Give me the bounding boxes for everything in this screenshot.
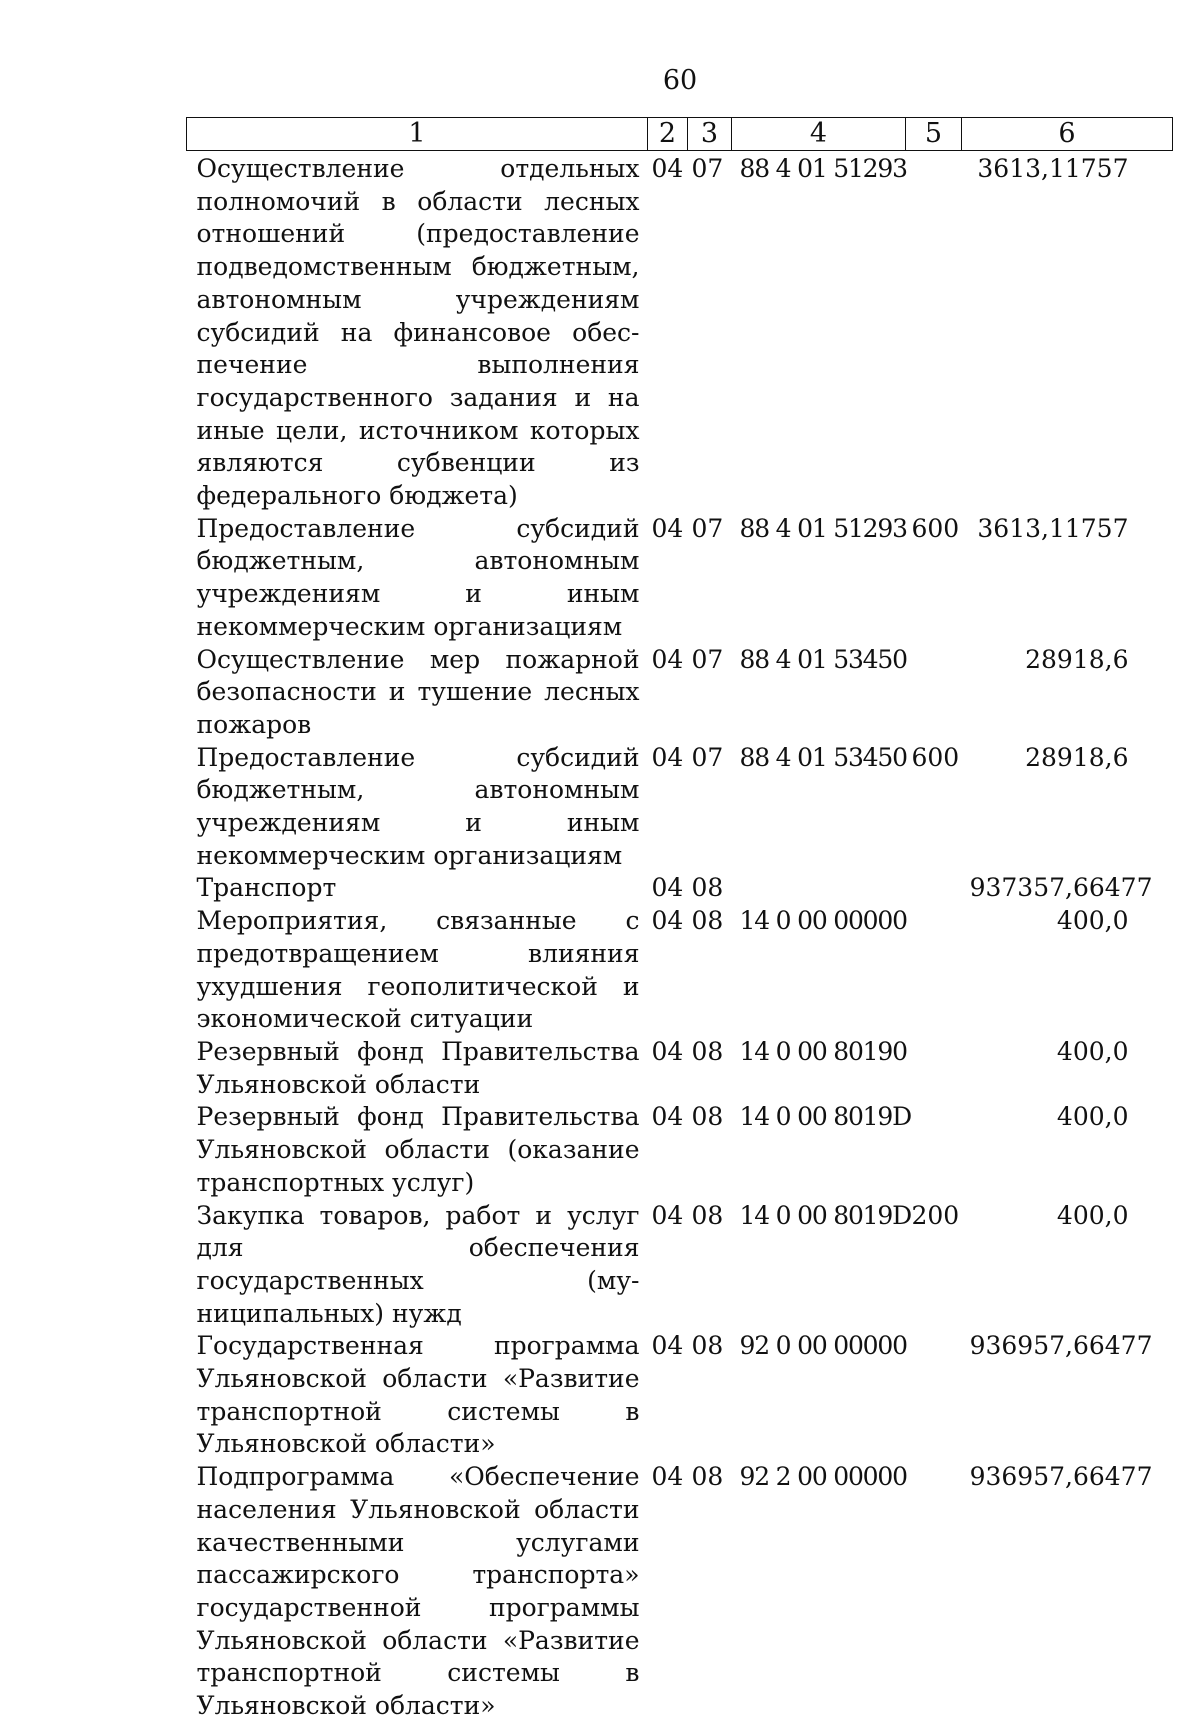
row-target-article: 14 0 00 00000: [739, 906, 907, 936]
row-subsection-code: 08: [691, 873, 724, 903]
table-row: [187, 151, 1173, 513]
row-expense-type: 600: [911, 513, 960, 543]
row-target-article: 88 4 01 51293: [739, 513, 907, 543]
row-description: Транспорт: [196, 873, 337, 903]
row-description: Резервный фонд Правительства Ульяновской области (оказание транспортных услуг): [196, 1102, 640, 1197]
table-row: [187, 513, 1173, 644]
row-expense-type: [906, 872, 962, 905]
row-section-code: 04: [651, 154, 684, 183]
row-target-article: 88 4 01 51293: [739, 154, 907, 183]
row-amount: 3613,11757: [977, 154, 1129, 183]
row-expense-type: [906, 1330, 962, 1461]
budget-table-container: [186, 117, 1172, 1723]
row-target-article: 88 4 01 53450: [739, 742, 907, 772]
row-target-article: 14 0 00 8019D: [739, 1200, 911, 1230]
table-row: [187, 742, 1173, 873]
column-header-4: 4: [732, 118, 906, 151]
row-subsection-code: 07: [691, 644, 724, 674]
table-row: [187, 644, 1173, 742]
budget-table: [186, 117, 1173, 1723]
column-header-3: 3: [688, 118, 732, 151]
row-subsection-code: 08: [691, 1102, 724, 1132]
row-target-article: 88 4 01 53450: [739, 644, 907, 674]
row-expense-type: [906, 1036, 962, 1101]
row-subsection-code: 07: [691, 742, 724, 772]
table-row: [187, 872, 1173, 905]
row-section-code: 04: [651, 1102, 684, 1132]
row-amount: 936957,66477: [969, 1331, 1153, 1361]
row-section-code: 04: [651, 1036, 684, 1066]
row-section-code: 04: [651, 513, 684, 543]
row-description: Закупка товаров, работ и услуг для обеспечения государственных (муниципальных) нужд: [196, 1200, 640, 1328]
row-description: Предоставление субсидий бюджетным, автономным учреждениям и иным некоммерческим организациям: [196, 513, 640, 641]
table-row: [187, 1330, 1173, 1461]
row-amount: 400,0: [1056, 1200, 1129, 1230]
column-number-row: [187, 118, 1173, 151]
row-target-article: 92 0 00 00000: [739, 1331, 907, 1361]
row-amount: 400,0: [1056, 1036, 1129, 1066]
row-expense-type: [906, 905, 962, 1036]
row-description: Осуществление отдельных полномочий в области лесных отношений (предоставление подведомственным бюджетным, автономным учреждениям субсидий на финансовое обеспечение выполнения государственного задания и на иные цели, источником которых являются субвенции из федерального бюджета): [196, 154, 640, 511]
row-amount: 400,0: [1056, 1102, 1129, 1132]
row-subsection-code: 08: [691, 1331, 724, 1361]
row-amount: 28918,6: [1025, 742, 1129, 772]
row-section-code: 04: [651, 644, 684, 674]
row-amount: 400,0: [1056, 906, 1129, 936]
row-section-code: 04: [651, 873, 684, 903]
column-header-2: 2: [648, 118, 688, 151]
row-description: Мероприятия, связанные с предотвращением влияния ухудшения геополитической и экономической ситуации: [196, 906, 640, 1034]
row-subsection-code: 08: [691, 1200, 724, 1230]
row-section-code: 04: [651, 1200, 684, 1230]
row-amount: 28918,6: [1025, 644, 1129, 674]
column-header-1: 1: [187, 118, 648, 151]
row-target-article: [732, 872, 906, 905]
column-header-6: 6: [962, 118, 1173, 151]
row-expense-type: [906, 151, 962, 513]
table-row: [187, 1200, 1173, 1331]
row-amount: 937357,66477: [969, 873, 1153, 903]
row-description: Осуществление мер пожарной безопасности и тушение лесных пожаров: [196, 644, 640, 739]
row-subsection-code: 08: [691, 1462, 724, 1492]
row-subsection-code: 07: [691, 513, 724, 543]
row-expense-type: 600: [911, 742, 960, 772]
page-number: 60: [662, 65, 698, 96]
row-section-code: 04: [651, 906, 684, 936]
table-header: [187, 118, 1173, 151]
row-description: Предоставление субсидий бюджетным, автономным учреждениям и иным некоммерческим организациям: [196, 742, 640, 870]
table-row: [187, 905, 1173, 1036]
row-expense-type: [906, 1461, 962, 1723]
row-expense-type: 200: [911, 1200, 960, 1230]
table-row: [187, 1036, 1173, 1101]
row-target-article: 92 2 00 00000: [739, 1462, 907, 1492]
table-row: [187, 1461, 1173, 1723]
row-subsection-code: 08: [691, 1036, 724, 1066]
row-amount: 936957,66477: [969, 1462, 1153, 1492]
row-target-article: 14 0 00 80190: [739, 1036, 907, 1066]
table-row: [187, 1101, 1173, 1199]
row-description: Государственная программа Ульяновской области «Развитие транспортной системы в Ульяновской области»: [196, 1331, 640, 1459]
row-target-article: 14 0 00 8019D: [739, 1102, 911, 1132]
row-section-code: 04: [651, 1331, 684, 1361]
row-section-code: 04: [651, 742, 684, 772]
row-description: Подпрограмма «Обеспечение населения Ульяновской области качественными услугами пассажирского транспорта» государственной программы Ульяновской области «Развитие транспортной системы в Ульяновской области»: [196, 1462, 640, 1721]
row-expense-type: [906, 1101, 962, 1199]
row-expense-type: [906, 644, 962, 742]
row-amount: 3613,11757: [977, 513, 1129, 543]
row-section-code: 04: [651, 1462, 684, 1492]
column-header-5: 5: [906, 118, 962, 151]
row-subsection-code: 07: [691, 154, 724, 183]
table-body: [187, 151, 1173, 1723]
row-subsection-code: 08: [691, 906, 724, 936]
row-description: Резервный фонд Правительства Ульяновской области: [196, 1036, 640, 1099]
